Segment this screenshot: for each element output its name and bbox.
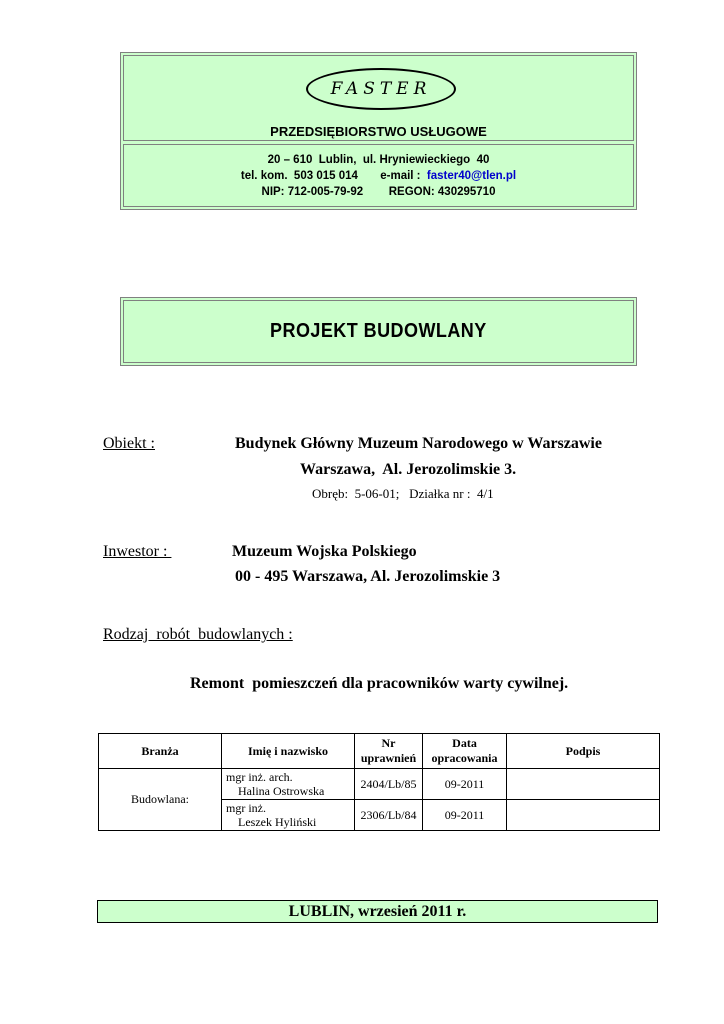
header-signature: Podpis — [507, 734, 660, 769]
investor-name: Muzeum Wojska Polskiego — [232, 543, 417, 560]
investor-address: 00 - 495 Warszawa, Al. Jerozolimskie 3 — [235, 568, 501, 585]
name-cell: mgr inż. arch. Halina Ostrowska — [222, 769, 355, 800]
date-cell: 09-2011 — [423, 800, 507, 831]
header-license: Nr uprawnień — [355, 734, 423, 769]
title-box — [120, 297, 637, 366]
works-description: Remont pomieszczeń dla pracowników warty cywilnej. — [190, 675, 569, 692]
signature-cell — [507, 800, 660, 831]
company-header-top — [123, 55, 634, 141]
logo-text: FASTER — [330, 79, 432, 99]
title-box-inner — [123, 300, 634, 363]
date-cell: 09-2011 — [423, 769, 507, 800]
document-title: PROJEKT BUDOWLANY — [270, 320, 487, 342]
company-contact — [123, 144, 634, 207]
table-header-row — [99, 734, 660, 769]
works-label: Rodzaj robót budowlanych : — [103, 626, 293, 643]
license-cell: 2306/Lb/84 — [355, 800, 423, 831]
company-header — [120, 52, 637, 210]
company-phone-email — [124, 170, 633, 182]
branch-cell: Budowlana: — [99, 769, 222, 831]
place-date: LUBLIN, wrzesień 2011 r. — [288, 902, 467, 920]
name-cell: mgr inż. Leszek Hyliński — [222, 800, 355, 831]
header-branch: Branża — [99, 734, 222, 769]
header-date: Data opracowania — [423, 734, 507, 769]
company-phone: tel. kom. 503 015 014 e-mail : — [240, 170, 421, 182]
signature-table — [98, 733, 660, 831]
company-ids: NIP: 712-005-79-92 REGON: 430295710 — [261, 186, 496, 198]
object-parcel: Obręb: 5-06-01; Działka nr : 4/1 — [312, 486, 494, 501]
signature-cell — [507, 769, 660, 800]
company-address: 20 – 610 Lublin, ul. Hryniewieckiego 40 — [267, 154, 490, 166]
company-logo — [306, 68, 456, 110]
license-cell: 2404/Lb/85 — [355, 769, 423, 800]
company-email[interactable]: faster40@tlen.pl — [426, 170, 517, 182]
object-name: Budynek Główny Muzeum Narodowego w Warszawie — [235, 435, 602, 452]
table-row — [99, 769, 660, 800]
footer-box — [97, 900, 658, 923]
investor-label: Inwestor : — [103, 543, 172, 560]
object-address: Warszawa, Al. Jerozolimskie 3. — [300, 461, 517, 478]
company-type: PRZEDSIĘBIORSTWO USŁUGOWE — [270, 124, 487, 139]
object-label: Obiekt : — [103, 435, 155, 452]
header-name: Imię i nazwisko — [222, 734, 355, 769]
